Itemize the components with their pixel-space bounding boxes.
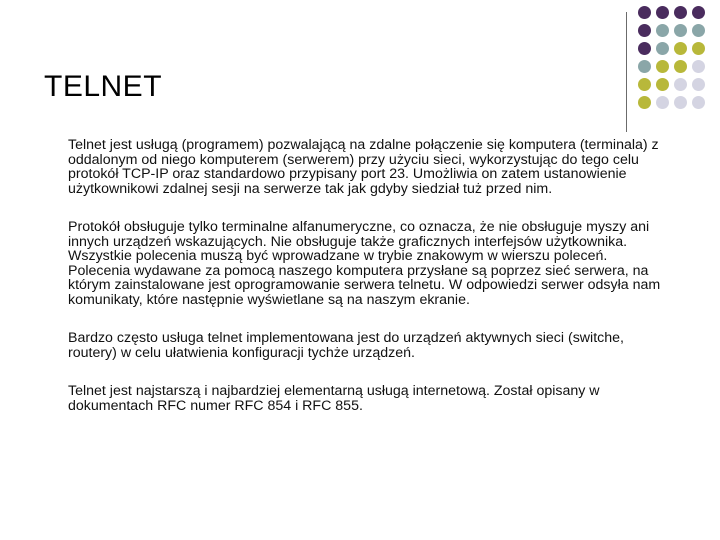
decorative-dot <box>692 78 705 91</box>
decorative-dot <box>674 96 687 109</box>
decorative-dot-grid <box>638 6 718 136</box>
slide-body <box>68 138 668 437</box>
decorative-dot <box>674 42 687 55</box>
decorative-dot <box>656 24 669 37</box>
decorative-dot <box>692 24 705 37</box>
slide-title: TELNET <box>44 70 163 103</box>
decorative-dot <box>638 42 651 55</box>
decorative-dot <box>656 42 669 55</box>
decorative-dot <box>656 6 669 19</box>
decorative-dot <box>674 6 687 19</box>
paragraph-usage: Bardzo często usługa telnet implementowana jest do urządzeń aktywnych sieci (switche, routery) w celu ułatwienia konfiguracji tychże urządzeń. <box>68 330 624 361</box>
decorative-dot <box>692 96 705 109</box>
decorative-dot <box>656 60 669 73</box>
paragraph-protocol: Protokół obsługuje tylko terminalne alfanumeryczne, co oznacza, że nie obsługuje myszy ani innych urządzeń wskazujących. Nie obsługuje także graficznych interfejsów użytkownika. Wszystkie polecenia muszą być wprowadzane w trybie znakowym w wierszu poleceń. Polecenia wydawane za pomocą naszego komputera przysłane są poprzez sieć serwera, na którym zainstalowane jest oprogramowanie serwera telnetu. W odpowiedzi serwer odsyła nam komunikaty, które następnie wyświetlane są na naszym ekranie. <box>68 219 661 308</box>
decorative-dot <box>656 96 669 109</box>
decorative-dot <box>692 60 705 73</box>
decorative-dot <box>638 6 651 19</box>
decorative-dot <box>638 60 651 73</box>
decorative-dot <box>692 6 705 19</box>
decorative-dot <box>674 24 687 37</box>
decorative-dot <box>692 42 705 55</box>
decorative-dot <box>638 96 651 109</box>
decorative-dot <box>638 78 651 91</box>
paragraph-intro: Telnet jest usługą (programem) pozwalającą na zdalne połączenie się komputera (terminala) z oddalonym od niego komputerem (serwerem) przy użyciu sieci, wykorzystując do tego celu protokół TCP-IP oraz standardowo przypisany port 23. Umożliwia on zatem ustanowienie użytkownikowi zdalnej sesji na serwerze tak jak gdyby siedział tuż przed nim. <box>68 137 659 197</box>
decorative-dot <box>638 24 651 37</box>
decorative-divider-line <box>626 12 627 132</box>
decorative-dot <box>674 60 687 73</box>
decorative-dot <box>656 78 669 91</box>
decorative-dot <box>674 78 687 91</box>
paragraph-history: Telnet jest najstarszą i najbardziej elementarną usługą internetową. Został opisany w dokumentach RFC numer RFC 854 i RFC 855. <box>68 383 600 414</box>
